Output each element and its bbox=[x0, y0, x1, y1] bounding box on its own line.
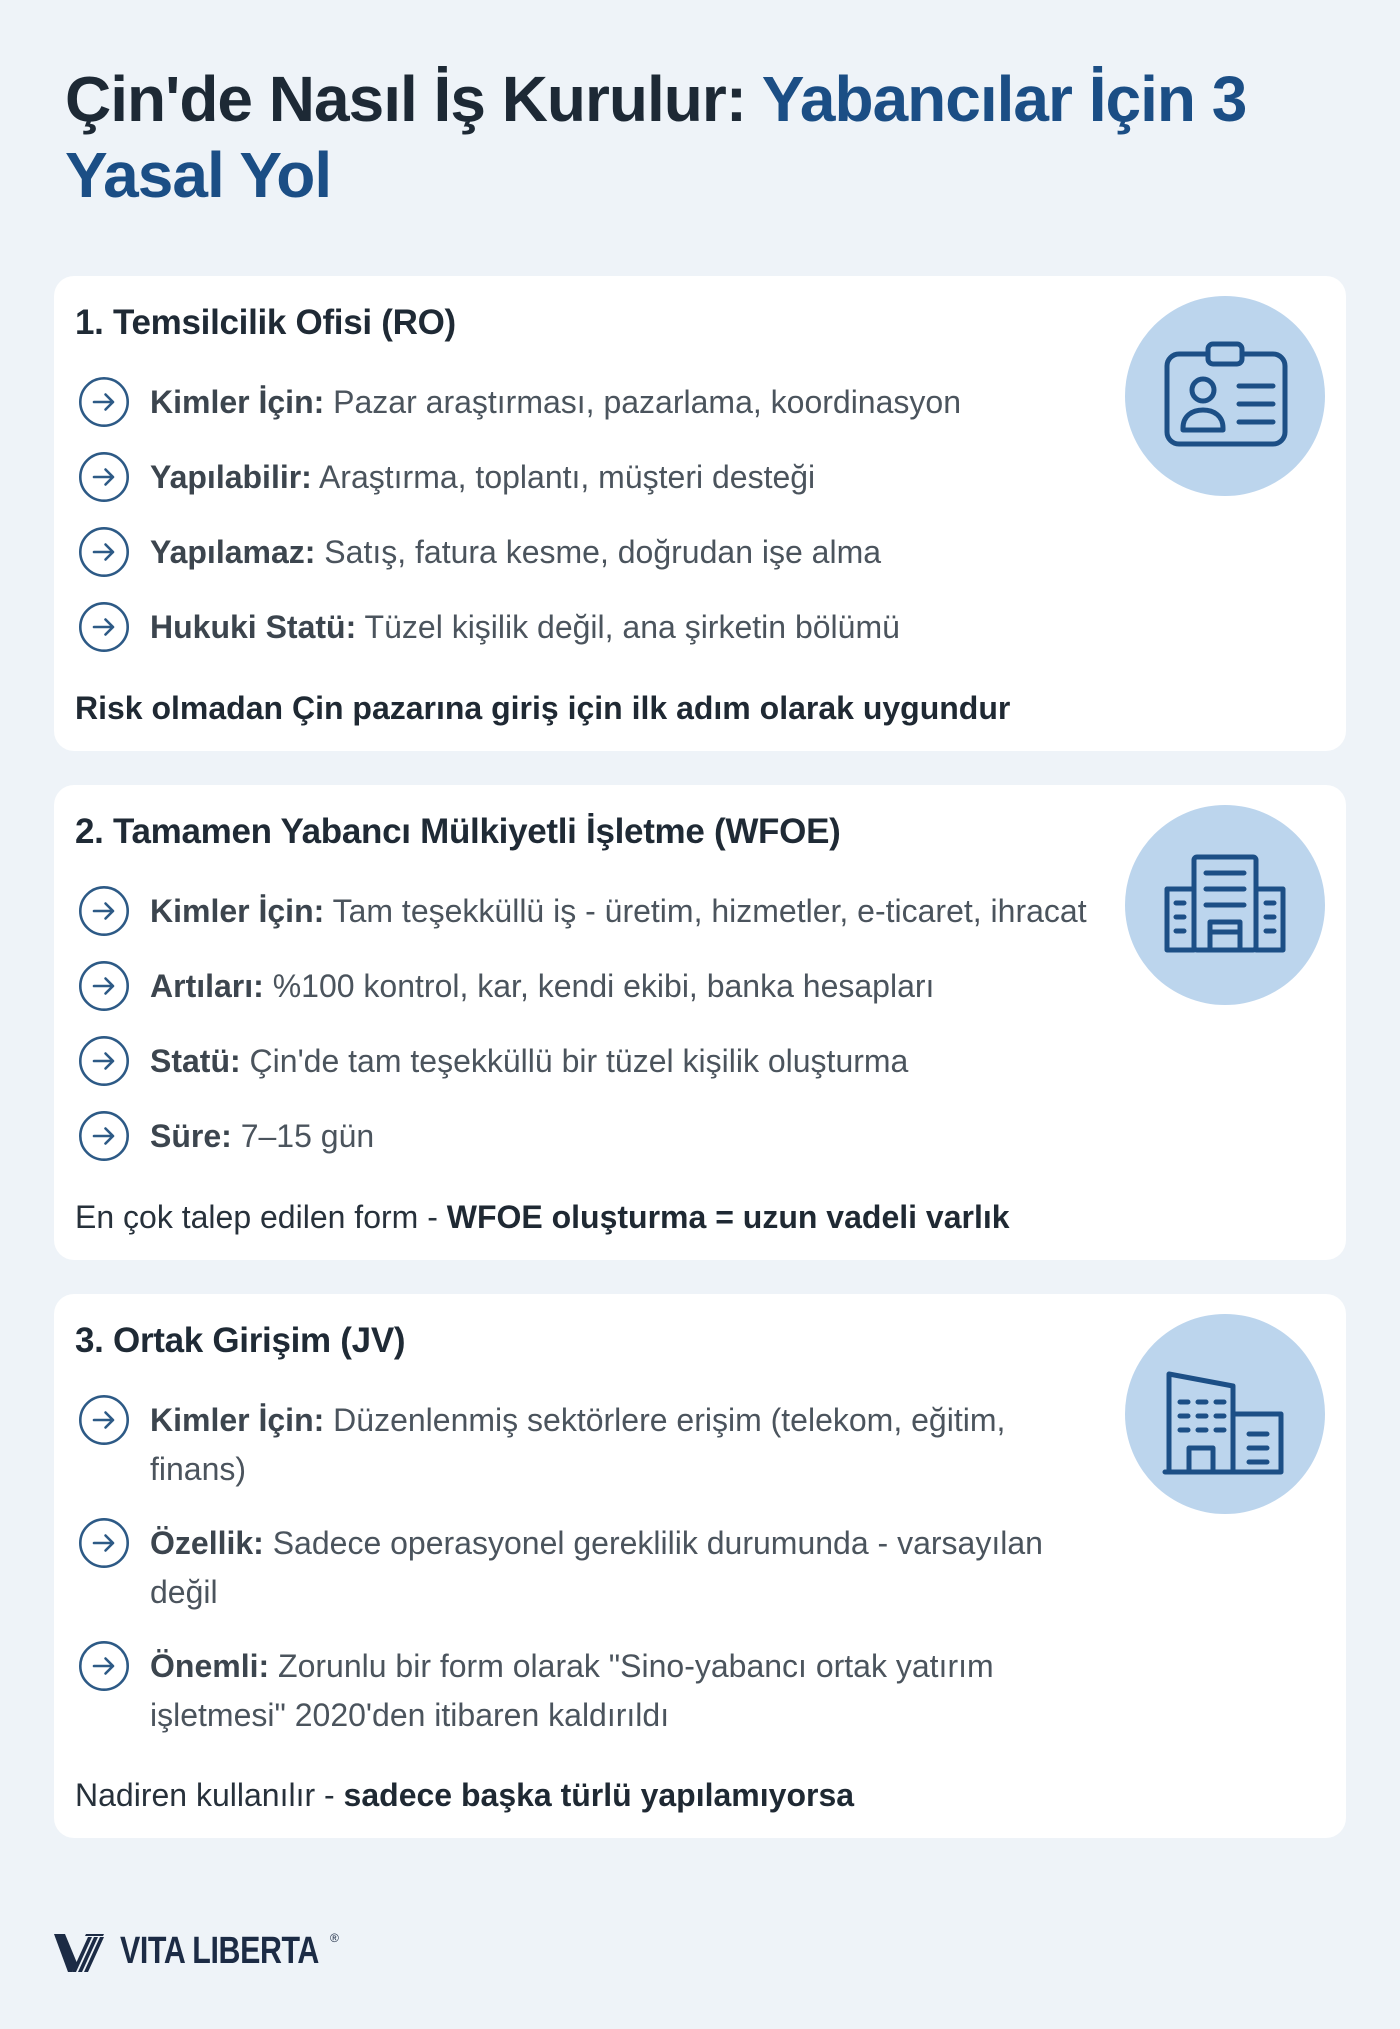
icon-badge bbox=[1125, 296, 1325, 496]
detail-label: Yapılabilir: bbox=[150, 459, 312, 495]
detail-value: Sadece operasyonel gereklilik durumunda - varsayılan değil bbox=[150, 1525, 1043, 1610]
arrow-right-icon bbox=[78, 451, 130, 503]
arrow-right-icon bbox=[78, 1035, 130, 1087]
detail-text bbox=[150, 962, 1090, 1011]
detail-value: Tüzel kişilik değil, ana şirketin bölümü bbox=[364, 609, 900, 645]
detail-text bbox=[150, 378, 1090, 427]
entity-cards bbox=[54, 276, 1346, 1838]
card-summary bbox=[75, 1193, 1322, 1242]
summary-regular: En çok talep edilen form - bbox=[75, 1199, 438, 1235]
detail-value: Araştırma, toplantı, müşteri desteği bbox=[318, 459, 816, 495]
detail-item bbox=[78, 1519, 1322, 1617]
page-title bbox=[65, 61, 1335, 213]
icon-badge bbox=[1125, 805, 1325, 1005]
icon-badge bbox=[1125, 1314, 1325, 1514]
registered-mark: ® bbox=[330, 1931, 339, 1945]
title-main: Çin'de Nasıl İş Kurulur: bbox=[65, 63, 747, 135]
detail-value: Zorunlu bir form olarak "Sino-yabancı ortak yatırım işletmesi" 2020'den itibaren kaldırıldı bbox=[150, 1648, 994, 1733]
detail-item bbox=[78, 1642, 1322, 1740]
detail-text bbox=[150, 453, 1090, 502]
summary-bold: Risk olmadan Çin pazarına giriş için ilk adım olarak uygundur bbox=[75, 690, 1011, 726]
detail-label: Artıları: bbox=[150, 968, 264, 1004]
arrow-right-icon bbox=[78, 1394, 130, 1446]
detail-label: Önemli: bbox=[150, 1648, 270, 1684]
arrow-right-icon bbox=[78, 601, 130, 653]
detail-label: Süre: bbox=[150, 1118, 232, 1154]
detail-text bbox=[150, 1112, 1090, 1161]
office-building-icon bbox=[1125, 805, 1325, 1005]
detail-item bbox=[78, 1112, 1322, 1162]
id-card-icon bbox=[1125, 296, 1325, 496]
detail-value: %100 kontrol, kar, kendi ekibi, banka hesapları bbox=[272, 968, 935, 1004]
detail-text bbox=[150, 1519, 1090, 1617]
arrow-right-icon bbox=[78, 1640, 130, 1692]
detail-label: Statü: bbox=[150, 1043, 241, 1079]
detail-label: Kimler İçin: bbox=[150, 384, 325, 420]
detail-item bbox=[78, 603, 1322, 653]
card-wfoe bbox=[54, 785, 1346, 1260]
arrow-right-icon bbox=[78, 960, 130, 1012]
brand-logo bbox=[54, 1930, 374, 1974]
detail-item bbox=[78, 528, 1322, 578]
arrow-right-icon bbox=[78, 1517, 130, 1569]
detail-text bbox=[150, 603, 1090, 652]
detail-label: Yapılamaz: bbox=[150, 534, 316, 570]
arrow-right-icon bbox=[78, 526, 130, 578]
detail-text bbox=[150, 528, 1090, 577]
card-heading: 2. Tamamen Yabancı Mülkiyetli İşletme (WFOE) bbox=[75, 812, 841, 851]
detail-value: Satış, fatura kesme, doğrudan işe alma bbox=[324, 534, 882, 570]
summary-bold: sadece başka türlü yapılamıyorsa bbox=[343, 1777, 855, 1813]
summary-regular: Nadiren kullanılır - bbox=[75, 1777, 335, 1813]
detail-text bbox=[150, 1037, 1090, 1086]
card-representative-office bbox=[54, 276, 1346, 751]
detail-item bbox=[78, 1037, 1322, 1087]
detail-text bbox=[150, 1396, 1090, 1494]
detail-value: Tam teşekküllü iş - üretim, hizmetler, e-ticaret, ihracat bbox=[332, 893, 1087, 929]
city-buildings-icon bbox=[1125, 1314, 1325, 1514]
arrow-right-icon bbox=[78, 885, 130, 937]
card-heading: 3. Ortak Girişim (JV) bbox=[75, 1321, 406, 1360]
detail-label: Hukuki Statü: bbox=[150, 609, 357, 645]
arrow-right-icon bbox=[78, 1110, 130, 1162]
detail-label: Özellik: bbox=[150, 1525, 264, 1561]
summary-bold: WFOE oluşturma = uzun vadeli varlık bbox=[446, 1199, 1010, 1235]
brand-name: VITA LIBERTA bbox=[120, 1930, 319, 1972]
detail-value: Pazar araştırması, pazarlama, koordinasyon bbox=[333, 384, 961, 420]
detail-value: 7–15 gün bbox=[240, 1118, 375, 1154]
card-summary bbox=[75, 1771, 1322, 1820]
detail-value: Düzenlenmiş sektörlere erişim (telekom, eğitim, finans) bbox=[150, 1402, 1006, 1487]
detail-value: Çin'de tam teşekküllü bir tüzel kişilik oluşturma bbox=[249, 1043, 909, 1079]
detail-label: Kimler İçin: bbox=[150, 893, 325, 929]
detail-label: Kimler İçin: bbox=[150, 1402, 325, 1438]
arrow-right-icon bbox=[78, 376, 130, 428]
card-summary bbox=[75, 684, 1322, 733]
card-joint-venture bbox=[54, 1294, 1346, 1838]
title-highlight: Yabancılar İçin 3 Yasal Yol bbox=[65, 63, 1247, 211]
detail-text bbox=[150, 887, 1090, 936]
detail-text bbox=[150, 1642, 1090, 1740]
card-heading: 1. Temsilcilik Ofisi (RO) bbox=[75, 303, 456, 342]
vita-liberta-logo-icon bbox=[54, 1931, 104, 1973]
